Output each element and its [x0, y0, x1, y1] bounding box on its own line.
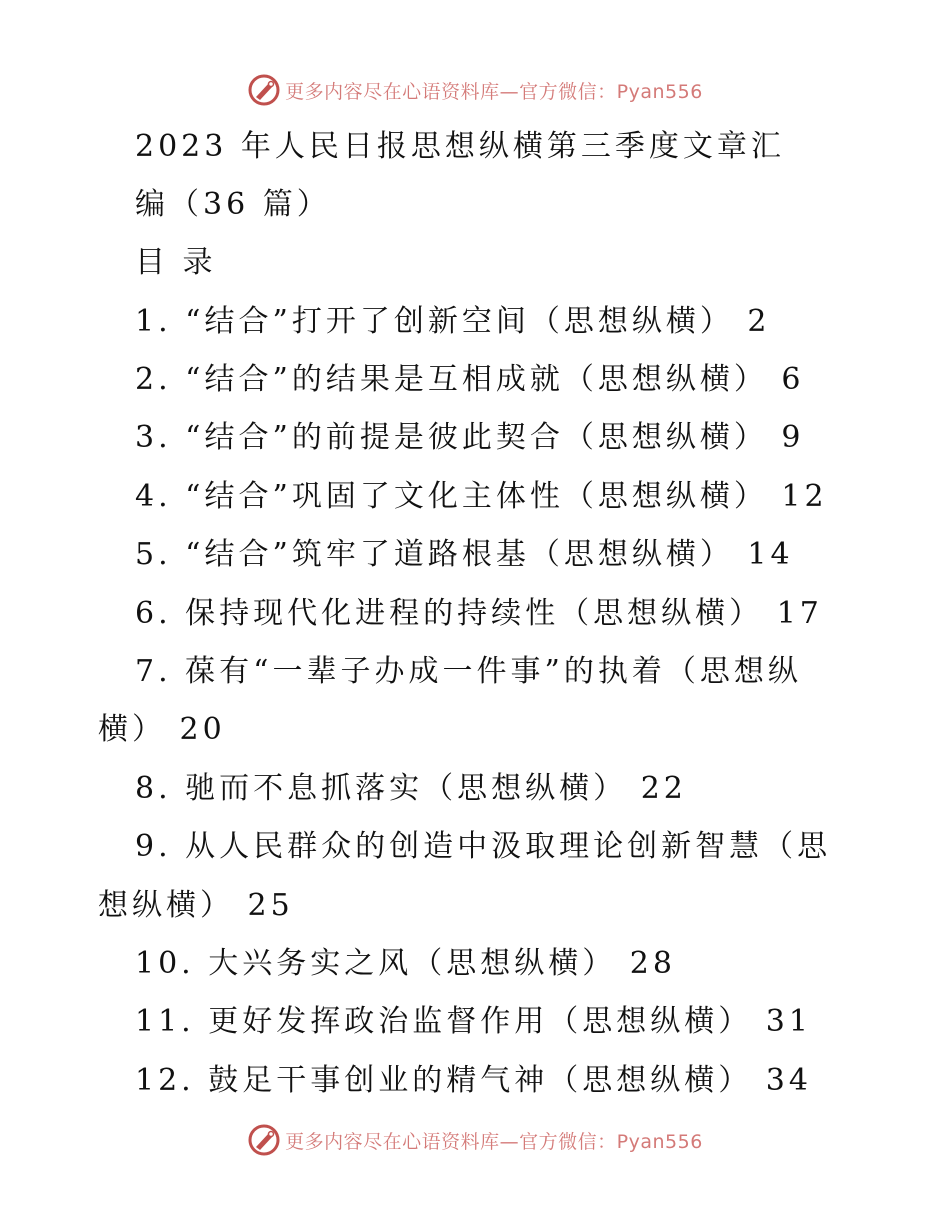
- toc-item: 1. “结合”打开了创新空间（思想纵横） 2: [135, 304, 771, 339]
- header-watermark-text: 更多内容尽在心语资料库—官方微信：Pyan556: [285, 80, 703, 103]
- toc-item: 12. 鼓足干事创业的精气神（思想纵横） 34: [135, 1063, 812, 1098]
- toc-item: 7. 葆有“一辈子办成一件事”的执着（思想纵: [135, 654, 802, 689]
- toc-item-continuation: 想纵横） 25: [98, 888, 294, 923]
- toc-heading: 目 录: [135, 245, 217, 280]
- toc-item: 8. 驰而不息抓落实（思想纵横） 22: [135, 771, 687, 806]
- toc-item: 3. “结合”的前提是彼此契合（思想纵横） 9: [135, 420, 805, 455]
- toc-item: 9. 从人民群众的创造中汲取理论创新智慧（思: [135, 829, 832, 864]
- toc-item: 10. 大兴务实之风（思想纵横） 28: [135, 946, 676, 981]
- toc-item: 2. “结合”的结果是互相成就（思想纵横） 6: [135, 362, 805, 397]
- document-title-line-2: 编（36 篇）: [135, 187, 331, 222]
- document-title-line-1: 2023 年人民日报思想纵横第三季度文章汇: [135, 129, 785, 164]
- footer-watermark-banner: [0, 1120, 950, 1160]
- toc-item: 11. 更好发挥政治监督作用（思想纵横） 31: [135, 1004, 812, 1039]
- toc-item-continuation: 横） 20: [98, 712, 226, 747]
- footer-watermark-text: 更多内容尽在心语资料库—官方微信：Pyan556: [285, 1130, 703, 1153]
- toc-item: 5. “结合”筑牢了道路根基（思想纵横） 14: [135, 537, 794, 572]
- pen-circle-logo-icon: [247, 1123, 281, 1157]
- toc-item: 6. 保持现代化进程的持续性（思想纵横） 17: [135, 596, 823, 631]
- toc-item: 4. “结合”巩固了文化主体性（思想纵横） 12: [135, 479, 828, 514]
